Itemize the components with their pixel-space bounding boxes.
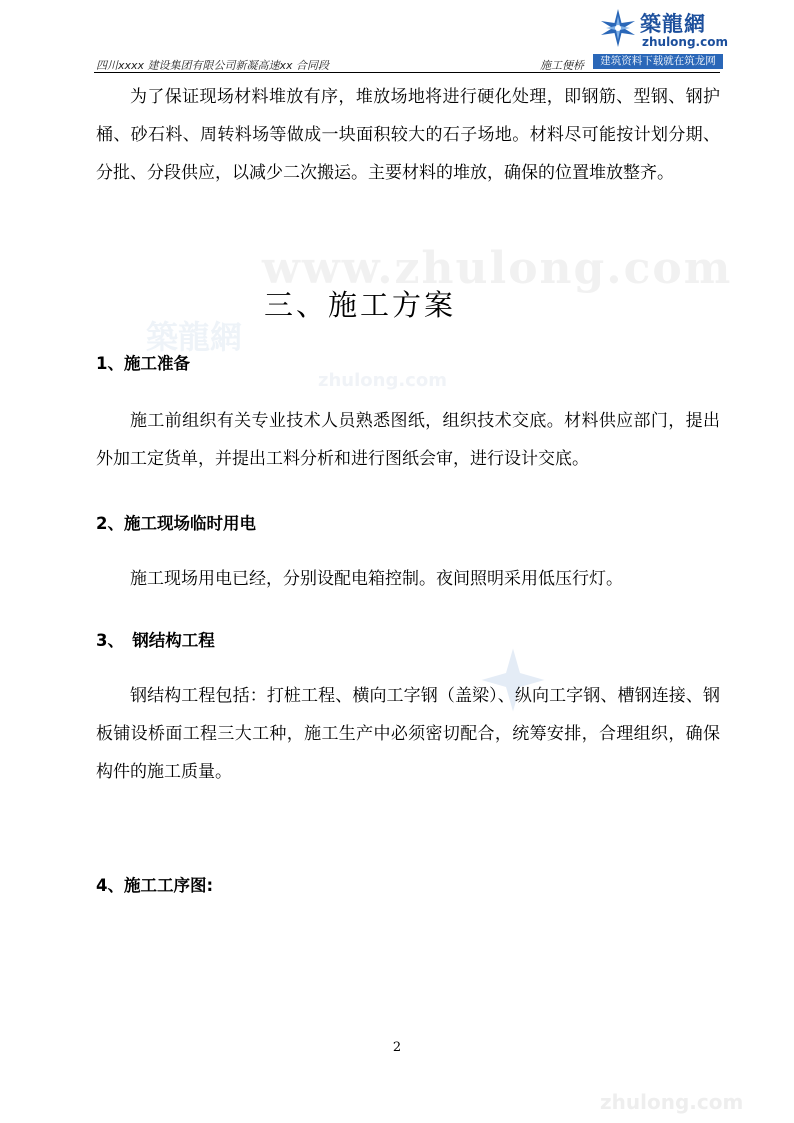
header-divider: [94, 72, 720, 73]
watermark-cn: 築龍網: [146, 318, 243, 356]
intro-paragraph: 为了保证现场材料堆放有序，堆放场地将进行硬化处理，即钢筋、型钢、钢护桶、砂石料、周转料场等做成一块面积较大的石子场地。材料尽可能按计划分期、分批、分段供应，以减少二次搬运。主要材料的堆放，确保的位置堆放整齐。: [96, 87, 720, 183]
section-body-2: 施工现场用电已经，分别设配电箱控制。夜间照明采用低压行灯。: [130, 569, 623, 589]
section-heading-1: 1、施工准备: [96, 354, 190, 373]
section-body-1: 施工前组织有关专业技术人员熟悉图纸，组织技术交底。材料供应部门，提出外加工定货单，并提出工料分析和进行图纸会审，进行设计交底。: [96, 411, 720, 469]
page-number: 2: [392, 1040, 402, 1055]
logo-tagline: 建筑资料下载就在筑龙网: [593, 54, 723, 69]
watermark-en: zhulong.com: [318, 370, 447, 391]
section-heading-4: 4、施工工序图:: [96, 876, 214, 895]
header-left-text: 四川xxxx 建设集团有限公司新凝高速xx 合同段: [96, 59, 330, 72]
section-title: 三、施工方案: [263, 288, 456, 322]
header-right-text: 施工便桥: [540, 59, 584, 72]
section-heading-3: 3、 钢结构工程: [96, 631, 215, 650]
section-heading-2: 2、施工现场临时用电: [96, 514, 256, 533]
watermark-bottom: zhulong.com: [600, 1090, 744, 1114]
logo-domain: zhulong.com: [642, 35, 728, 49]
watermark-url: www.zhulong.com: [262, 243, 733, 294]
zhulong-star-logo-icon: [598, 8, 638, 48]
logo-name: 築龍網: [640, 11, 706, 36]
section-body-3: 钢结构工程包括：打桩工程、横向工字钢（盖梁）、纵向工字钢、槽钢连接、钢板铺设桥面工程三大工种，施工生产中必须密切配合，统筹安排，合理组织，确保构件的施工质量。: [96, 686, 720, 782]
